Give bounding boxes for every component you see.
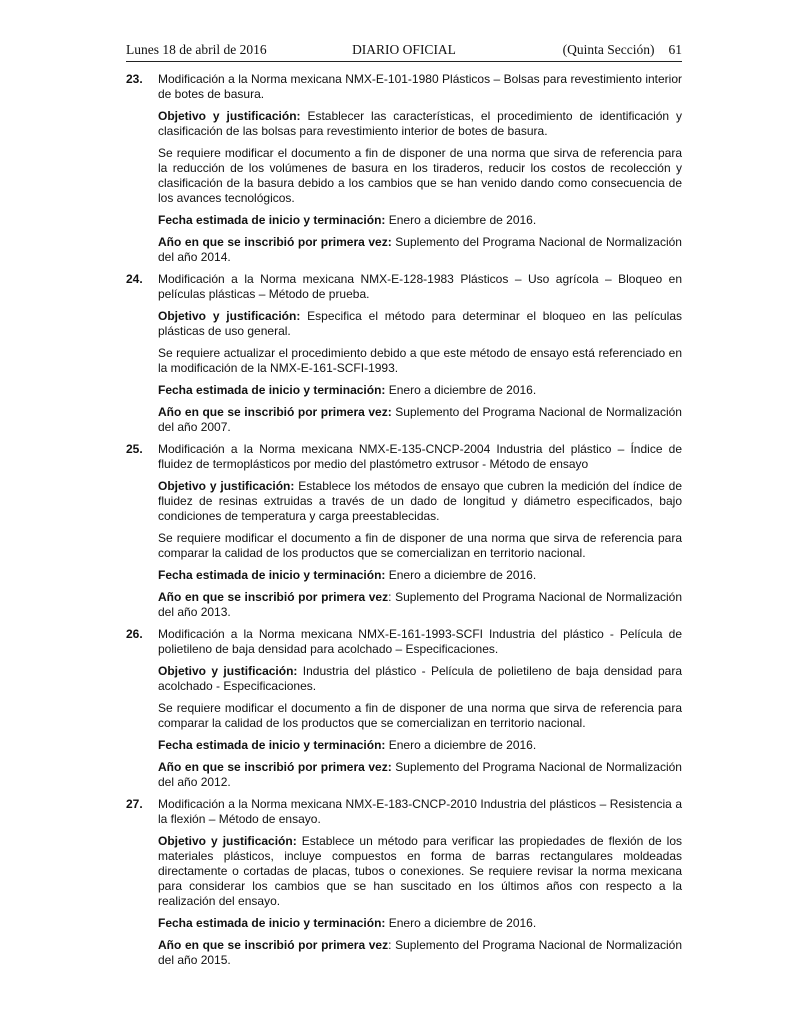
dates-label: Fecha estimada de inicio y terminación: bbox=[158, 916, 386, 930]
item-first-year bbox=[158, 760, 682, 790]
objective-label: Objetivo y justificación: bbox=[158, 309, 301, 323]
first-year-label: Año en que se inscribió por primera vez: bbox=[158, 760, 392, 774]
item-number: 25. bbox=[126, 442, 143, 456]
header-rule bbox=[126, 61, 682, 62]
header-page-number: 61 bbox=[668, 42, 682, 57]
objective-text: Especifica el método para determinar el bloqueo en las películas plásticas de uso general. bbox=[158, 309, 683, 338]
dates-label: Fecha estimada de inicio y terminación: bbox=[158, 738, 386, 752]
first-year-text: Suplemento del Programa Nacional de Normalización del año 2007. bbox=[158, 405, 682, 434]
objective-label: Objetivo y justificación: bbox=[158, 109, 301, 123]
item-dates bbox=[158, 383, 682, 398]
first-year-text: : Suplemento del Programa Nacional de Normalización del año 2013. bbox=[158, 590, 683, 619]
dates-text: Enero a diciembre de 2016. bbox=[385, 916, 537, 930]
objective-text: Establece un método para verificar las propiedades de flexión de los materiales plásticos, incluye compuestos en forma de barras rectangulares moldeadas directamente o cortadas de placas, tubos o conexiones. Se requiere revisar la norma mexicana para considerar los cambios que se han suscitado en los últimos años con respecto a la realización del ensayo. bbox=[158, 834, 683, 908]
header-publication: DIARIO OFICIAL bbox=[352, 42, 456, 57]
item-requirement: Se requiere modificar el documento a fin de disponer de una norma que sirva de referencia para comparar la calidad de los productos que se comercializan en territorio nacional. bbox=[158, 701, 682, 730]
item-title: Modificación a la Norma mexicana NMX-E-135-CNCP-2004 Industria del plástico – Índice de fluidez de termoplásticos por medio del plastómetro extrusor - Método de ensayo bbox=[158, 442, 682, 471]
dates-text: Enero a diciembre de 2016. bbox=[385, 568, 537, 582]
item-dates bbox=[158, 738, 682, 753]
dates-text: Enero a diciembre de 2016. bbox=[385, 213, 537, 227]
item-objective bbox=[158, 109, 682, 139]
objective-label: Objetivo y justificación: bbox=[158, 479, 295, 493]
item-dates bbox=[158, 213, 682, 228]
item-title: Modificación a la Norma mexicana NMX-E-183-CNCP-2010 Industria del plásticos – Resistencia a la flexión – Método de ensayo. bbox=[158, 797, 682, 826]
objective-text: Establece los métodos de ensayo que cubren la medición del índice de fluidez de resinas extruidas a través de un dado de longitud y diámetro especificados, bajo condiciones de temperatura y carga preestablecidas. bbox=[158, 479, 683, 523]
page-header bbox=[126, 42, 682, 62]
item-title: Modificación a la Norma mexicana NMX-E-128-1983 Plásticos – Uso agrícola – Bloqueo en películas plásticas – Método de prueba. bbox=[158, 272, 682, 301]
item-objective bbox=[158, 309, 682, 339]
item-number: 26. bbox=[126, 627, 143, 641]
item-number: 27. bbox=[126, 797, 143, 811]
header-section: (Quinta Sección) bbox=[562, 42, 655, 57]
norm-item-25 bbox=[126, 442, 682, 620]
first-year-label: Año en que se inscribió por primera vez: bbox=[158, 405, 392, 419]
norm-item-26 bbox=[126, 627, 682, 790]
norm-item-23 bbox=[126, 72, 682, 265]
item-requirement: Se requiere actualizar el procedimiento debido a que este método de ensayo está referenciado en la modificación de la NMX-E-161-SCFI-1993. bbox=[158, 346, 682, 375]
dates-text: Enero a diciembre de 2016. bbox=[385, 738, 537, 752]
item-dates bbox=[158, 916, 682, 931]
item-number: 24. bbox=[126, 272, 143, 286]
dates-text: Enero a diciembre de 2016. bbox=[385, 383, 537, 397]
objective-text: Industria del plástico - Película de polietileno de baja densidad para acolchado - Especificaciones. bbox=[158, 664, 682, 693]
document-body bbox=[126, 72, 682, 975]
first-year-label: Año en que se inscribió por primera vez: bbox=[158, 235, 392, 249]
first-year-label: Año en que se inscribió por primera vez bbox=[158, 938, 389, 952]
item-dates bbox=[158, 568, 682, 583]
item-first-year bbox=[158, 405, 682, 435]
objective-text: Establecer las características, el procedimiento de identificación y clasificación de las bolsas para revestimiento interior de botes de basura. bbox=[158, 109, 683, 138]
first-year-label: Año en que se inscribió por primera vez bbox=[158, 590, 389, 604]
item-number: 23. bbox=[126, 72, 143, 86]
header-section-page bbox=[563, 42, 682, 58]
objective-label: Objetivo y justificación: bbox=[158, 834, 297, 848]
dates-label: Fecha estimada de inicio y terminación: bbox=[158, 213, 386, 227]
dates-label: Fecha estimada de inicio y terminación: bbox=[158, 383, 386, 397]
item-first-year bbox=[158, 590, 682, 620]
dates-label: Fecha estimada de inicio y terminación: bbox=[158, 568, 386, 582]
item-objective bbox=[158, 479, 682, 524]
first-year-text: : Suplemento del Programa Nacional de Normalización del año 2015. bbox=[158, 938, 683, 967]
item-objective bbox=[158, 664, 682, 694]
item-first-year bbox=[158, 938, 682, 968]
norm-item-27 bbox=[126, 797, 682, 968]
item-first-year bbox=[158, 235, 682, 265]
first-year-text: Suplemento del Programa Nacional de Normalización del año 2012. bbox=[158, 760, 682, 789]
item-title: Modificación a la Norma mexicana NMX-E-161-1993-SCFI Industria del plástico - Película de polietileno de baja densidad para acolchado – Especificaciones. bbox=[158, 627, 682, 656]
item-requirement: Se requiere modificar el documento a fin de disponer de una norma que sirva de referencia para la reducción de los volúmenes de basura en los tiraderos, reducir los costos de recolección y clasificación de la basura debido a los cambios que se han venido dando como consecuencia de los avances tecnológicos. bbox=[158, 146, 682, 205]
norm-item-24 bbox=[126, 272, 682, 435]
first-year-text: Suplemento del Programa Nacional de Normalización del año 2014. bbox=[158, 235, 682, 264]
item-objective bbox=[158, 834, 682, 909]
item-title: Modificación a la Norma mexicana NMX-E-101-1980 Plásticos – Bolsas para revestimiento interior de botes de basura. bbox=[158, 72, 682, 101]
objective-label: Objetivo y justificación: bbox=[158, 664, 298, 678]
item-requirement: Se requiere modificar el documento a fin de disponer de una norma que sirva de referencia para comparar la calidad de los productos que se comercializan en territorio nacional. bbox=[158, 531, 682, 560]
header-date: Lunes 18 de abril de 2016 bbox=[126, 42, 267, 57]
